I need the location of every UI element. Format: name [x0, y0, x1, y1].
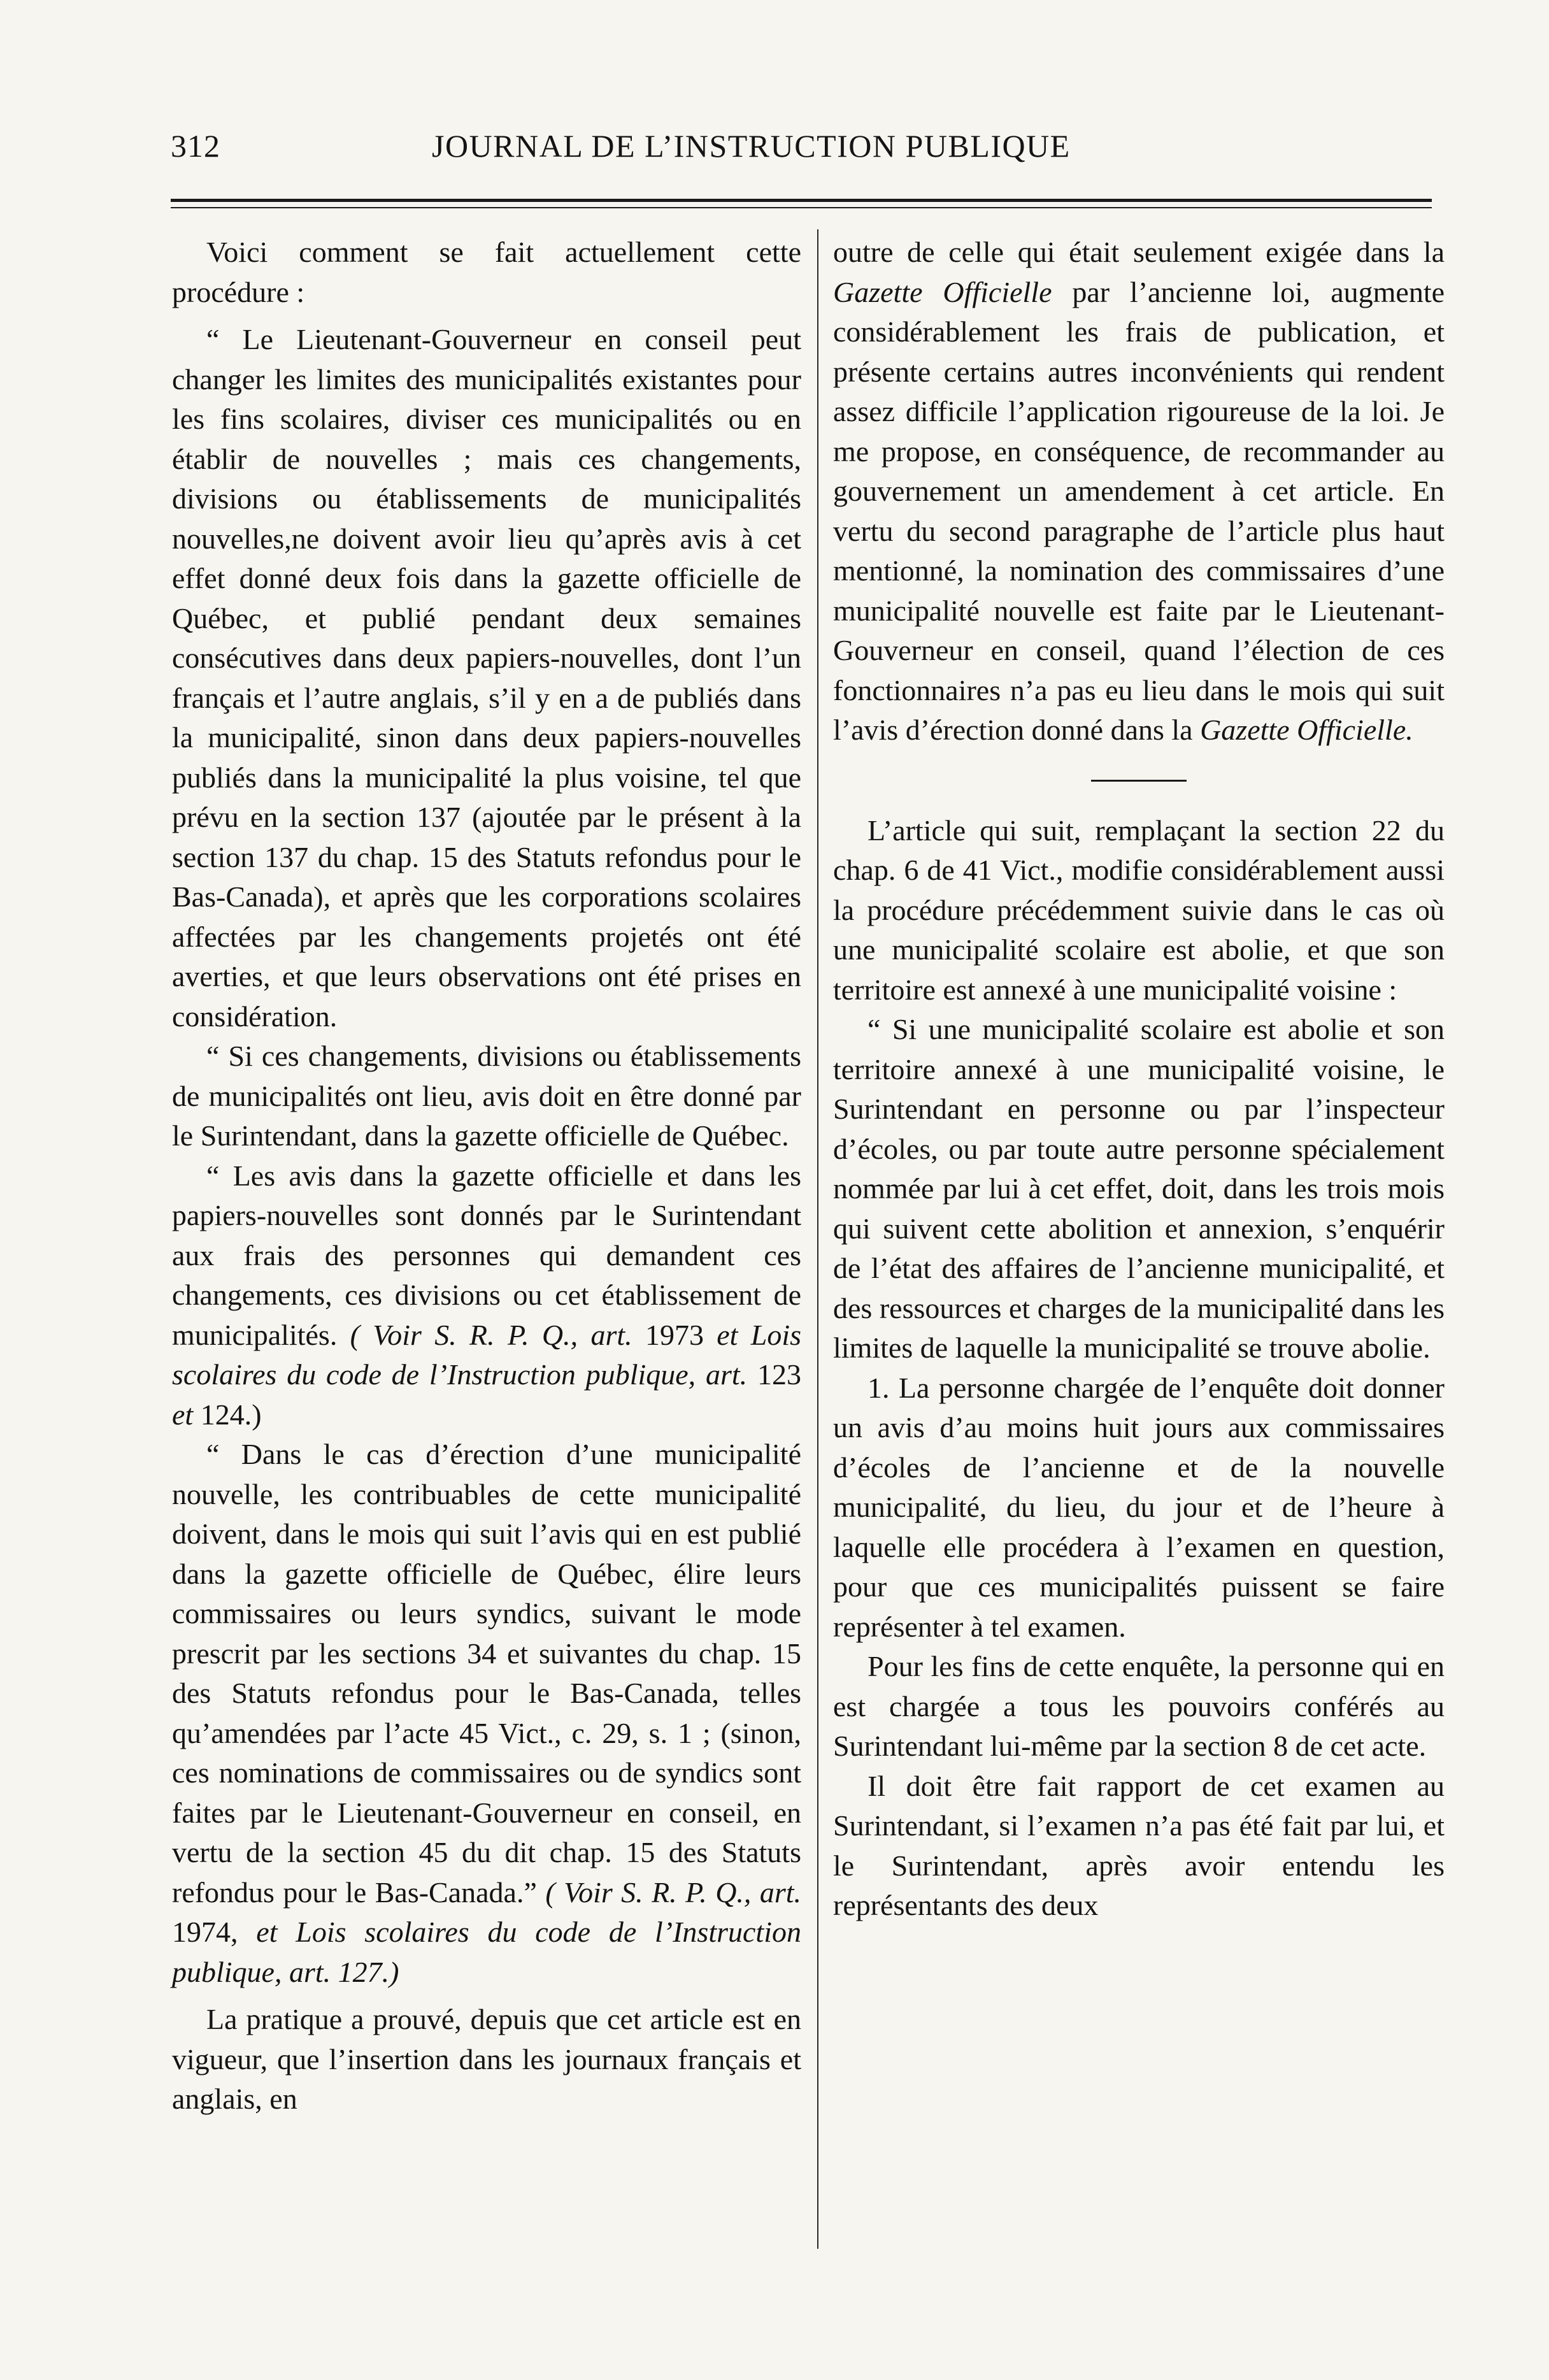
right-paragraph-1-text: outre de celle qui était seulement exigée dans la — [833, 236, 1445, 268]
right-paragraph-1 — [833, 233, 1445, 750]
right-paragraph-1-text2: par l’ancienne loi, augmente considérablement les frais de publication, et présente certains autres inconvénients qui rendent assez difficile l’application rigoureuse de la loi. Je me propose, en conséquence, de recommander au gouvernement un amendement à cet article. En vertu du second paragraphe de l’article plus haut mentionné, la nomination des commissaires d’une municipalité nouvelle est faite par le Lieutenant-Gouverneur en conseil, quand l’élection de ces fonctionnaires n’a pas eu lieu dans le mois qui suit l’avis d’érection donné dans la — [833, 275, 1445, 746]
left-paragraph-4-ref-b: 1973 — [645, 1318, 704, 1351]
right-column — [833, 233, 1445, 1926]
header-rule-thick — [171, 199, 1432, 202]
left-paragraph-5-text: “ Dans le cas d’érection d’une municipalité nouvelle, les contribuables de cette municipalité doivent, dans le mois qui suit l’avis qui en est publié dans la gazette officielle de Québec, élire leurs commissaires ou leurs syndics, suivant le mode prescrit par les sections 34 et suivantes du chap. 15 des Statuts refondus pour le Bas-Canada, telles qu’amendées par l’acte 45 Vict., c. 29, s. 1 ; (sinon, ces nominations de commissaires ou de syndics sont faites par le Lieutenant-Gouverneur en conseil, en vertu de la section 45 du dit chap. 15 des Statuts refondus pour le Bas-Canada.” — [172, 1438, 801, 1909]
left-paragraph-4-ref-a: ( Voir S. R. P. Q., art. — [350, 1318, 632, 1351]
left-paragraph-4 — [172, 1156, 801, 1435]
left-paragraph-5-ref-a: ( Voir S. R. P. Q., art. — [545, 1875, 802, 1909]
left-paragraph-5 — [172, 1435, 801, 1992]
left-paragraph-4-ref-d: 123 — [757, 1358, 802, 1391]
left-paragraph-5-ref-d: 127.) — [338, 1955, 399, 1988]
right-paragraph-5: Pour les fins de cette enquête, la personne qui en est chargée a tous les pouvoirs conférés au Surintendant lui-même par la section 8 de cet acte. — [833, 1650, 1445, 1762]
left-paragraph-6: La pratique a prouvé, depuis que cet article est en vigueur, que l’insertion dans les journaux français et anglais, en — [172, 2003, 801, 2115]
right-paragraph-1-gazette: Gazette Officielle — [833, 275, 1052, 308]
left-paragraph-1: Voici comment se fait actuellement cette procédure : — [172, 236, 801, 308]
right-paragraph-1-gazette2: Gazette Officielle. — [1200, 713, 1413, 746]
right-paragraph-2: L’article qui suit, remplaçant la section 22 du chap. 6 de 41 Vict., modifie considérablement aussi la procédure précédemment suivie dans le cas où une municipalité scolaire est abolie, et que son territoire est annexé à une municipalité voisine : — [833, 814, 1445, 1006]
left-paragraph-4-ref-e: et — [172, 1398, 194, 1431]
page-number: 312 — [171, 128, 220, 164]
journal-title: JOURNAL DE L’INSTRUCTION PUBLIQUE — [432, 128, 1071, 164]
left-paragraph-2: “ Le Lieutenant-Gouverneur en conseil peut changer les limites des municipalités existantes pour les fins scolaires, diviser ces municipalités ou en établir de nouvelles ; mais ces changements, divisions ou établissements de municipalités nouvelles,ne doivent avoir lieu qu’après avis à cet effet donné deux fois dans la gazette officielle de Québec, et publié pendant deux semaines consécutives dans deux papiers-nouvelles, dont l’un français et l’autre anglais, s’il y en a de publiés dans la municipalité, sinon dans deux papiers-nouvelles publiés dans la municipalité la plus voisine, tel que prévu en la section 137 (ajoutée par le présent à la section 137 du chap. 15 des Statuts refondus pour le Bas-Canada), et après que les corporations scolaires affectées par les changements projetés ont été averties, et que leurs observations ont été prises en considération. — [172, 323, 801, 1033]
left-column — [172, 233, 801, 2119]
section-divider-rule — [1091, 780, 1187, 782]
column-divider — [817, 229, 818, 2249]
running-head — [171, 127, 1187, 169]
left-paragraph-5-ref-c: et Lois scolaires du code de l’Instruction publique, art. — [172, 1916, 801, 1988]
left-paragraph-5-ref-b: 1974, — [172, 1916, 238, 1948]
left-paragraph-3: “ Si ces changements, divisions ou établissements de municipalités ont lieu, avis doit en être donné par le Surintendant, dans la gazette officielle de Québec. — [172, 1040, 801, 1152]
left-paragraph-4-text: “ Les avis dans la gazette officielle et dans les papiers-nouvelles sont donnés par le Surintendant aux frais des personnes qui demandent ces changements, ces divisions ou cet établissement de municipalités. — [172, 1159, 801, 1351]
right-paragraph-4: 1. La personne chargée de l’enquête doit donner un avis d’au moins huit jours aux commissaires d’écoles de l’ancienne et de la nouvelle municipalité, du lieu, du jour et de l’heure à laquelle elle procédera à l’examen en question, pour que ces municipalités puissent se faire représenter à tel examen. — [833, 1371, 1445, 1643]
left-paragraph-4-ref-f: 124.) — [200, 1398, 262, 1431]
header-rule-thin — [171, 207, 1432, 208]
right-paragraph-6: Il doit être fait rapport de cet examen au Surintendant, si l’examen n’a pas été fait par lui, et le Surintendant, après avoir entendu les représentants des deux — [833, 1769, 1445, 1921]
right-paragraph-3: “ Si une municipalité scolaire est abolie et son territoire annexé à une municipalité voisine, le Surintendant en personne ou par l’inspecteur d’écoles, ou par toute autre personne spécialement nommée par lui à cet effet, doit, dans les trois mois qui suivent cette abolition et annexion, s’enquérir de l’état des affaires de l’ancienne municipalité, et des ressources et charges de la municipalité dans les limites de laquelle la municipalité se trouve abolie. — [833, 1013, 1445, 1364]
left-paragraph-4-ref-c: et Lois scolaires du code de l’Instruction publique, art. — [172, 1318, 802, 1391]
